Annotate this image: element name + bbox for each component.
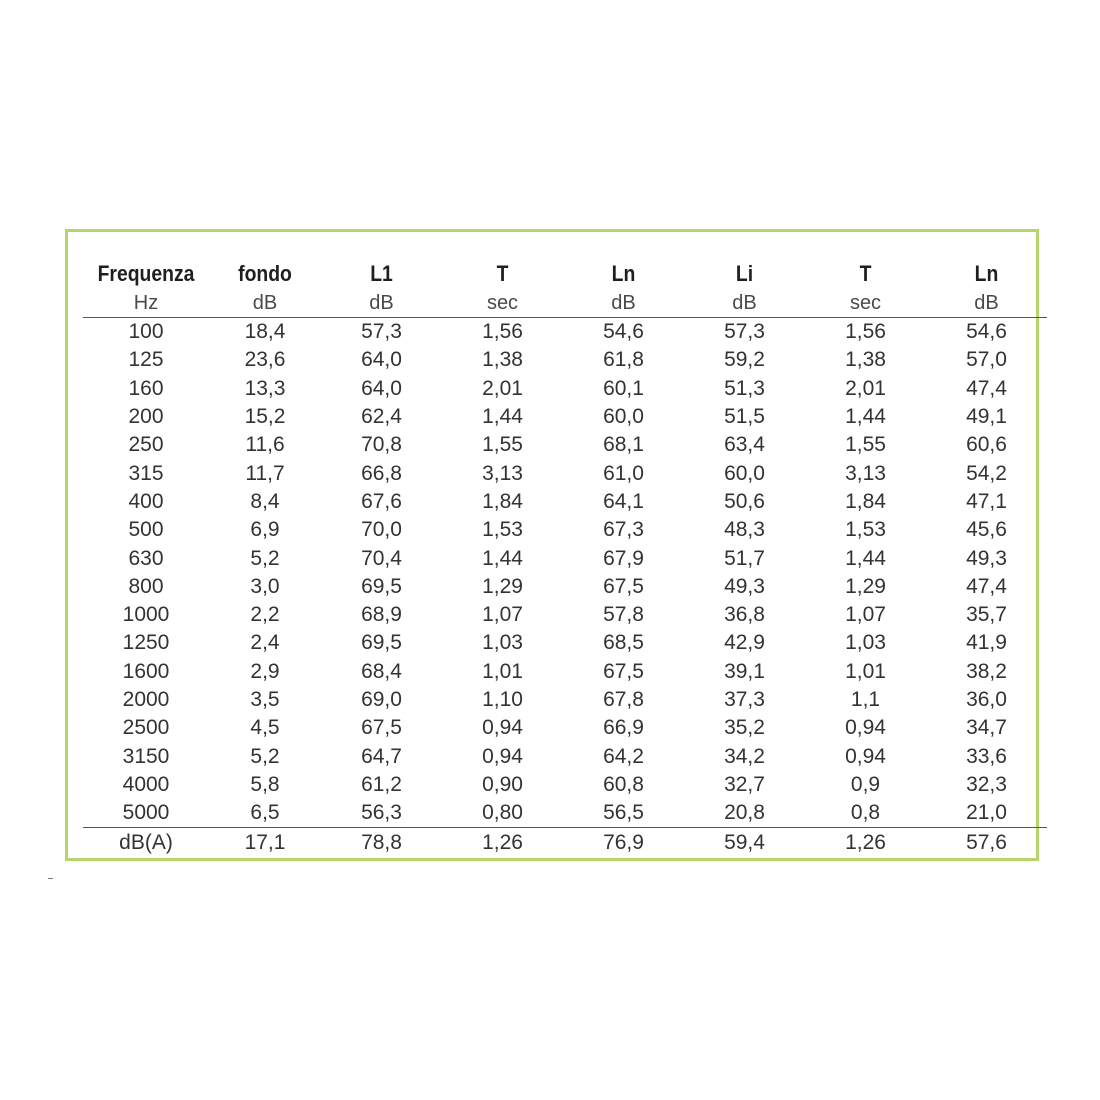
table-row	[83, 799, 1047, 828]
table-row	[83, 544, 1047, 572]
table-cell: 6,5	[250, 801, 280, 825]
table-cell: 69,5	[361, 631, 402, 655]
table-cell: 2,4	[250, 631, 280, 655]
table-cell: 4000	[122, 772, 170, 796]
table-cell: 36,8	[724, 603, 765, 627]
table-cell: 20,8	[724, 801, 765, 825]
table-cell: 60,0	[724, 461, 765, 485]
table-row	[83, 742, 1047, 770]
table-cell: 1,44	[845, 405, 886, 429]
table-row	[83, 714, 1047, 742]
table-cell: 33,6	[966, 744, 1007, 768]
table-row	[83, 516, 1047, 544]
table-cell: 70,4	[361, 546, 402, 570]
table-footer	[83, 828, 1047, 858]
table-cell: 2,01	[482, 376, 523, 400]
table-cell: 32,7	[724, 772, 765, 796]
table-cell: 64,7	[361, 744, 402, 768]
table-cell: 315	[128, 461, 164, 485]
header-t-1: T	[496, 261, 509, 286]
table-cell: 0,94	[845, 744, 886, 768]
table-cell: 0,8	[850, 801, 881, 825]
table-cell: 64,1	[603, 489, 644, 513]
header-fondo: fondo	[238, 261, 292, 286]
table-row	[83, 629, 1047, 657]
table-cell: 69,0	[361, 688, 402, 711]
table-cell: 67,5	[603, 574, 644, 598]
total-cell: 78,8	[321, 828, 442, 858]
table-cell: 1,53	[845, 518, 886, 542]
table-cell: 3,5	[250, 688, 280, 711]
table-cell: 62,4	[361, 405, 402, 429]
table-cell: 1,55	[482, 433, 523, 457]
table-cell: 1,38	[482, 348, 523, 372]
table-cell: 4,5	[250, 716, 280, 740]
unit-ln-1: dB	[563, 290, 684, 318]
table-cell: 60,8	[603, 772, 644, 796]
unit-ln-2: dB	[926, 290, 1047, 318]
table-cell: 70,0	[361, 518, 402, 542]
table-cell: 34,7	[966, 716, 1007, 740]
table-cell: 47,1	[966, 489, 1007, 513]
table-cell: 3,0	[250, 574, 280, 598]
table-cell: 47,4	[966, 574, 1007, 598]
table-cell: 1,84	[482, 489, 523, 513]
table-cell: 51,3	[724, 376, 765, 400]
table-row	[83, 686, 1047, 714]
table-row	[83, 318, 1047, 347]
table-cell: 0,90	[482, 772, 523, 796]
total-cell: dB(A)	[83, 828, 209, 858]
table-cell: 68,9	[361, 603, 402, 627]
unit-t-2: sec	[805, 290, 926, 318]
table-cell: 1,44	[845, 546, 886, 570]
table-cell: 3150	[122, 744, 170, 768]
table-cell: 57,3	[724, 320, 765, 344]
total-cell: 1,26	[805, 828, 926, 858]
table-cell: 1000	[122, 603, 170, 627]
table-cell: 42,9	[724, 631, 765, 655]
unit-l1: dB	[321, 290, 442, 318]
table-cell: 5,2	[250, 546, 280, 570]
table-cell: 0,94	[845, 716, 886, 740]
table-cell: 1,84	[845, 489, 886, 513]
table-cell: 0,94	[482, 716, 523, 740]
table-cell: 66,9	[603, 716, 644, 740]
table-cell: 67,5	[603, 659, 644, 683]
table-cell: 68,5	[603, 631, 644, 655]
table-cell: 5,2	[250, 744, 280, 768]
table-cell: 60,6	[966, 433, 1007, 457]
table-cell: 51,5	[724, 405, 765, 429]
table-cell: 400	[128, 489, 164, 513]
table-cell: 60,1	[603, 376, 644, 400]
table-header	[83, 258, 1047, 318]
table-row	[83, 403, 1047, 431]
table-cell: 5000	[122, 801, 170, 825]
table-row	[83, 431, 1047, 459]
stray-mark	[48, 878, 53, 879]
table-cell: 2,2	[250, 603, 280, 627]
table-cell: 13,3	[244, 376, 286, 400]
total-cell: 76,9	[563, 828, 684, 858]
table-cell: 69,5	[361, 574, 402, 598]
table-cell: 56,3	[361, 801, 402, 825]
table-cell: 1,53	[482, 518, 523, 542]
table-body	[83, 318, 1047, 828]
table-cell: 160	[128, 376, 164, 400]
table-cell: 49,3	[966, 546, 1007, 570]
table-cell: 125	[128, 348, 164, 372]
table-cell: 250	[128, 433, 164, 457]
table-cell: 35,7	[966, 603, 1007, 627]
table-row	[83, 771, 1047, 799]
table-cell: 57,3	[361, 320, 402, 344]
unit-t-1: sec	[442, 290, 563, 318]
table-cell: 1,01	[482, 659, 523, 683]
table-cell: 67,9	[603, 546, 644, 570]
table-cell: 1,01	[845, 659, 886, 683]
table-cell: 54,2	[966, 461, 1007, 485]
table-row	[83, 573, 1047, 601]
table-cell: 1600	[122, 659, 170, 683]
unit-li: dB	[684, 290, 805, 318]
table-cell: 1,55	[845, 433, 886, 457]
table-cell: 61,0	[603, 461, 644, 485]
header-ln-1: Ln	[611, 261, 636, 286]
table-cell: 41,9	[966, 631, 1007, 655]
total-cell: 1,26	[442, 828, 563, 858]
table-cell: 23,6	[244, 348, 286, 372]
table-cell: 68,1	[603, 433, 644, 457]
table-cell: 67,6	[361, 489, 402, 513]
table-row	[83, 658, 1047, 686]
table-cell: 56,5	[603, 801, 644, 825]
table-cell: 54,6	[603, 320, 644, 344]
header-li: Li	[735, 261, 754, 286]
table-cell: 64,0	[361, 376, 402, 400]
unit-frequenza: Hz	[83, 290, 209, 318]
table-cell: 15,2	[244, 405, 286, 429]
table-cell: 35,2	[724, 716, 765, 740]
table-cell: 6,9	[250, 518, 280, 542]
table-cell: 2000	[122, 688, 170, 711]
table-row	[83, 488, 1047, 516]
table-cell: 70,8	[361, 433, 402, 457]
table-cell: 63,4	[724, 433, 765, 457]
table-cell: 11,7	[245, 461, 285, 485]
table-cell: 32,3	[966, 772, 1007, 796]
table-cell: 48,3	[724, 518, 765, 542]
table-row	[83, 346, 1047, 374]
table-cell: 47,4	[966, 376, 1007, 400]
total-row	[83, 828, 1047, 858]
table-cell: 0,9	[850, 772, 881, 796]
table-row	[83, 459, 1047, 487]
table-cell: 39,1	[724, 659, 765, 683]
table-cell: 1,03	[482, 631, 523, 655]
table-cell: 1250	[122, 631, 170, 655]
table-cell: 11,6	[245, 433, 285, 457]
table-cell: 1,10	[482, 688, 523, 711]
table-cell: 0,94	[482, 744, 523, 768]
table-cell: 37,3	[724, 688, 765, 711]
table-cell: 57,8	[603, 603, 644, 627]
table-row	[83, 601, 1047, 629]
table-cell: 1,56	[482, 320, 523, 344]
table-row	[83, 375, 1047, 403]
table-cell: 100	[128, 320, 164, 344]
table-cell: 21,0	[966, 801, 1007, 825]
table-cell: 3,13	[845, 461, 886, 485]
header-names-row	[83, 258, 1047, 290]
table-cell: 1,29	[482, 574, 523, 598]
table-cell: 18,4	[244, 320, 286, 344]
table-cell: 1,1	[850, 688, 881, 711]
table-cell: 1,03	[845, 631, 886, 655]
table-cell: 2500	[122, 716, 170, 740]
table-cell: 1,44	[482, 405, 523, 429]
table-cell: 50,6	[724, 489, 765, 513]
table-cell: 1,07	[482, 603, 523, 627]
table-cell: 64,0	[361, 348, 402, 372]
header-units-row	[83, 290, 1047, 318]
table-cell: 68,4	[361, 659, 402, 683]
table-cell: 3,13	[482, 461, 523, 485]
table-cell: 51,7	[724, 546, 765, 570]
table-cell: 64,2	[603, 744, 644, 768]
table-cell: 49,1	[966, 405, 1007, 429]
table-cell: 800	[128, 574, 164, 598]
table-cell: 630	[128, 546, 164, 570]
table-cell: 0,80	[482, 801, 523, 825]
table-cell: 45,6	[966, 518, 1007, 542]
frequency-table	[83, 258, 1047, 857]
header-frequenza: Frequenza	[97, 261, 195, 286]
table-cell: 34,2	[724, 744, 765, 768]
table-cell: 66,8	[361, 461, 402, 485]
table-cell: 61,8	[603, 348, 644, 372]
table-cell: 1,38	[845, 348, 886, 372]
header-l1: L1	[370, 261, 393, 286]
table-cell: 1,56	[845, 320, 886, 344]
total-cell: 17,1	[209, 828, 321, 858]
table-cell: 57,0	[966, 348, 1007, 372]
unit-fondo: dB	[209, 290, 321, 318]
table-cell: 60,0	[603, 405, 644, 429]
table-cell: 1,29	[845, 574, 886, 598]
total-cell: 59,4	[684, 828, 805, 858]
table-cell: 54,6	[966, 320, 1007, 344]
table-cell: 61,2	[361, 772, 402, 796]
table-cell: 5,8	[250, 772, 280, 796]
table-cell: 2,01	[845, 376, 886, 400]
table-cell: 2,9	[250, 659, 280, 683]
table-cell: 59,2	[724, 348, 765, 372]
table-cell: 1,44	[482, 546, 523, 570]
table-cell: 67,8	[603, 688, 644, 711]
table-cell: 500	[128, 518, 164, 542]
table-cell: 8,4	[250, 489, 280, 513]
header-ln-2: Ln	[974, 261, 999, 286]
table-cell: 36,0	[966, 688, 1007, 711]
table-cell: 200	[128, 405, 164, 429]
total-cell: 57,6	[926, 828, 1047, 858]
table-cell: 38,2	[966, 659, 1007, 683]
header-t-2: T	[859, 261, 872, 286]
table-cell: 1,07	[845, 603, 886, 627]
table-cell: 67,3	[603, 518, 644, 542]
table-cell: 49,3	[724, 574, 765, 598]
table-cell: 67,5	[361, 716, 402, 740]
